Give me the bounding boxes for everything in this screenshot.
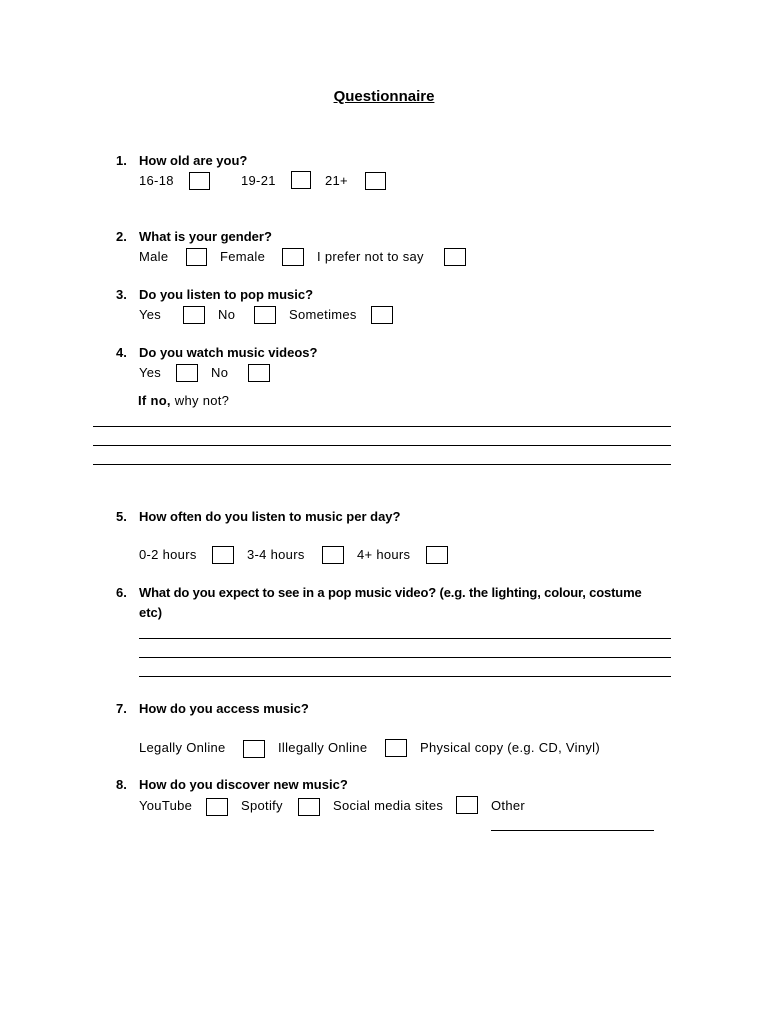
- q6-answer-line-1[interactable]: [139, 638, 671, 639]
- q8-option4-label: Other: [491, 798, 526, 813]
- q8-text: How do you discover new music?: [139, 777, 348, 792]
- q5-option3-label: 4+ hours: [357, 547, 411, 562]
- q1-text: How old are you?: [139, 153, 248, 168]
- q4-number: 4.: [116, 345, 127, 360]
- q1-option2-label: 19-21: [241, 173, 276, 188]
- q5-option2-checkbox[interactable]: [322, 546, 344, 564]
- q4-answer-line-2[interactable]: [93, 445, 671, 446]
- q2-number: 2.: [116, 229, 127, 244]
- q3-option2-label: No: [218, 307, 236, 322]
- q2-text: What is your gender?: [139, 229, 272, 244]
- q1-option1-label: 16-18: [139, 173, 174, 188]
- q2-option3-checkbox[interactable]: [444, 248, 466, 266]
- q8-option2-checkbox[interactable]: [298, 798, 320, 816]
- q4-answer-line-1[interactable]: [93, 426, 671, 427]
- q3-option3-checkbox[interactable]: [371, 306, 393, 324]
- q4-answer-line-3[interactable]: [93, 464, 671, 465]
- q1-option3-checkbox[interactable]: [365, 172, 386, 190]
- q4-option1-label: Yes: [139, 365, 162, 380]
- q1-option2-checkbox[interactable]: [291, 171, 311, 189]
- q4-text: Do you watch music videos?: [139, 345, 318, 360]
- q2-option1-checkbox[interactable]: [186, 248, 207, 266]
- q5-text: How often do you listen to music per day?: [139, 509, 401, 524]
- q2-option1-label: Male: [139, 249, 169, 264]
- q8-number: 8.: [116, 777, 127, 792]
- q4-option1-checkbox[interactable]: [176, 364, 198, 382]
- q6-answer-line-2[interactable]: [139, 657, 671, 658]
- q3-number: 3.: [116, 287, 127, 302]
- q4-followup-rest: why not?: [170, 393, 230, 408]
- q3-option1-checkbox[interactable]: [183, 306, 205, 324]
- q7-option2-label: Illegally Online: [278, 740, 368, 755]
- q4-option2-checkbox[interactable]: [248, 364, 270, 382]
- q1-number: 1.: [116, 153, 127, 168]
- q6-text-line2: etc): [139, 605, 163, 620]
- q7-option2-checkbox[interactable]: [385, 739, 407, 757]
- q5-option3-checkbox[interactable]: [426, 546, 448, 564]
- q5-option2-label: 3-4 hours: [247, 547, 305, 562]
- q6-text-line1: What do you expect to see in a pop music video? (e.g. the lighting, colour, costume: [139, 585, 642, 600]
- q7-option1-checkbox[interactable]: [243, 740, 265, 758]
- q7-option3-label: Physical copy (e.g. CD, Vinyl): [420, 740, 600, 755]
- q1-option1-checkbox[interactable]: [189, 172, 210, 190]
- q7-number: 7.: [116, 701, 127, 716]
- q8-option2-label: Spotify: [241, 798, 283, 813]
- q5-option1-checkbox[interactable]: [212, 546, 234, 564]
- q4-followup-bold: If no,: [138, 393, 171, 408]
- q8-option3-checkbox[interactable]: [456, 796, 478, 814]
- q5-number: 5.: [116, 509, 127, 524]
- q7-text: How do you access music?: [139, 701, 309, 716]
- q3-option1-label: Yes: [139, 307, 162, 322]
- q3-option3-label: Sometimes: [289, 307, 357, 322]
- q1-option3-label: 21+: [325, 173, 348, 188]
- q8-option1-checkbox[interactable]: [206, 798, 228, 816]
- q3-option2-checkbox[interactable]: [254, 306, 276, 324]
- q2-option2-checkbox[interactable]: [282, 248, 304, 266]
- q6-number: 6.: [116, 585, 127, 600]
- q2-option3-label: I prefer not to say: [317, 249, 424, 264]
- q6-answer-line-3[interactable]: [139, 676, 671, 677]
- q5-option1-label: 0-2 hours: [139, 547, 197, 562]
- q7-option1-label: Legally Online: [139, 740, 226, 755]
- q3-text: Do you listen to pop music?: [139, 287, 314, 302]
- q8-option1-label: YouTube: [139, 798, 193, 813]
- q4-option2-label: No: [211, 365, 229, 380]
- page-title: Questionnaire: [333, 88, 435, 105]
- q4-followup: [138, 393, 229, 408]
- q8-other-answer-line[interactable]: [491, 830, 654, 831]
- q8-option3-label: Social media sites: [333, 798, 444, 813]
- q2-option2-label: Female: [220, 249, 266, 264]
